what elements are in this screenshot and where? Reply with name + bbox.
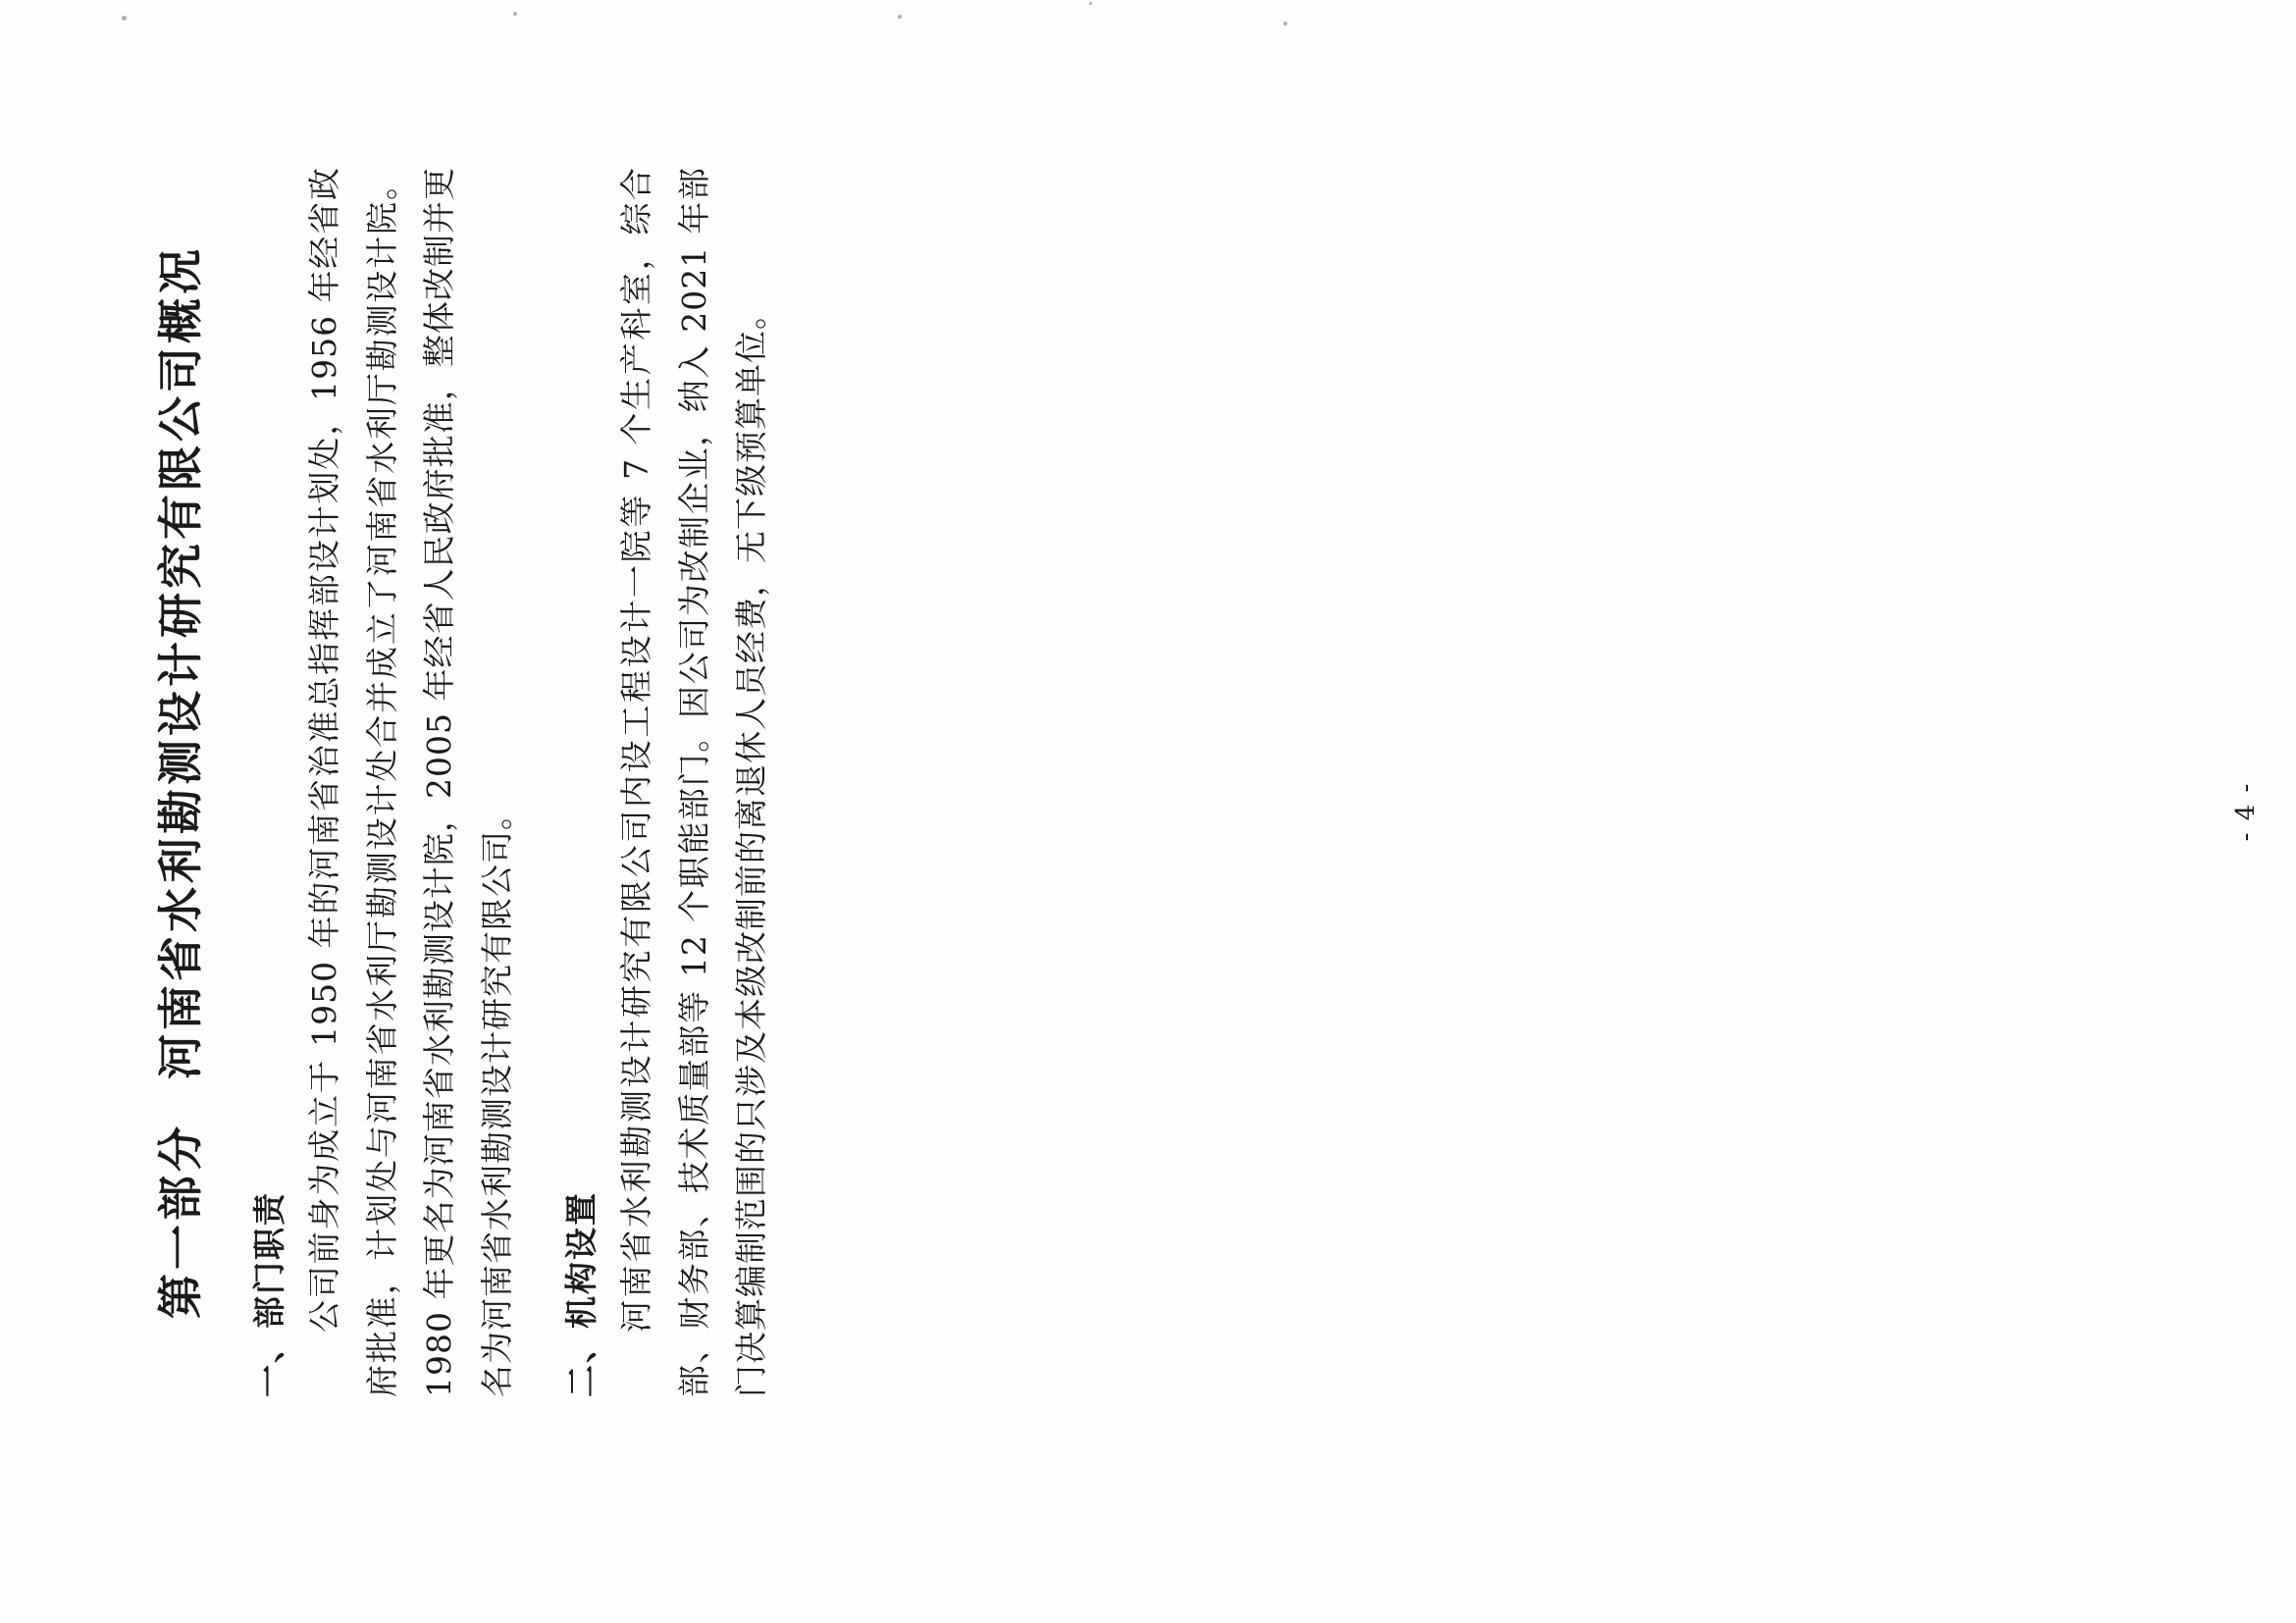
section-heading-organization: 二、机构设置 [561, 1191, 600, 1397]
section-paragraph-duties: 公司前身为成立于 1950 年的河南省治准总指挥部设计划处，1956 年经省政府批准，计划处与河南省水利厅勘测设计处合并成立了河南省水利厅勘测设计院。1980 年更名为河南省水利勘测设计院，2005 年经省人民政府批准，整体改制并更名为河南省水利勘测设计研究有限公司。 [305, 167, 517, 1397]
section-heading-duties: 一、部门职责 [250, 1191, 288, 1397]
page-title [147, 167, 215, 1397]
section-paragraph-organization: 河南省水利勘测设计研究有限公司内设工程设计一院等 7 个生产科室，综合部、财务部、技术质量部等 12 个职能部门。因公司为改制企业，纳入 2021 年部门决算编制范围的只涉及本级改制前的离退休人员经费，无下级预算单位。 [616, 167, 771, 1397]
page-title-part-two: 河南省水利勘测设计研究有限公司概况 [154, 245, 207, 1079]
page-title-part-one: 第一部分 [154, 1123, 207, 1319]
page-number: - 4 - [2231, 781, 2261, 842]
